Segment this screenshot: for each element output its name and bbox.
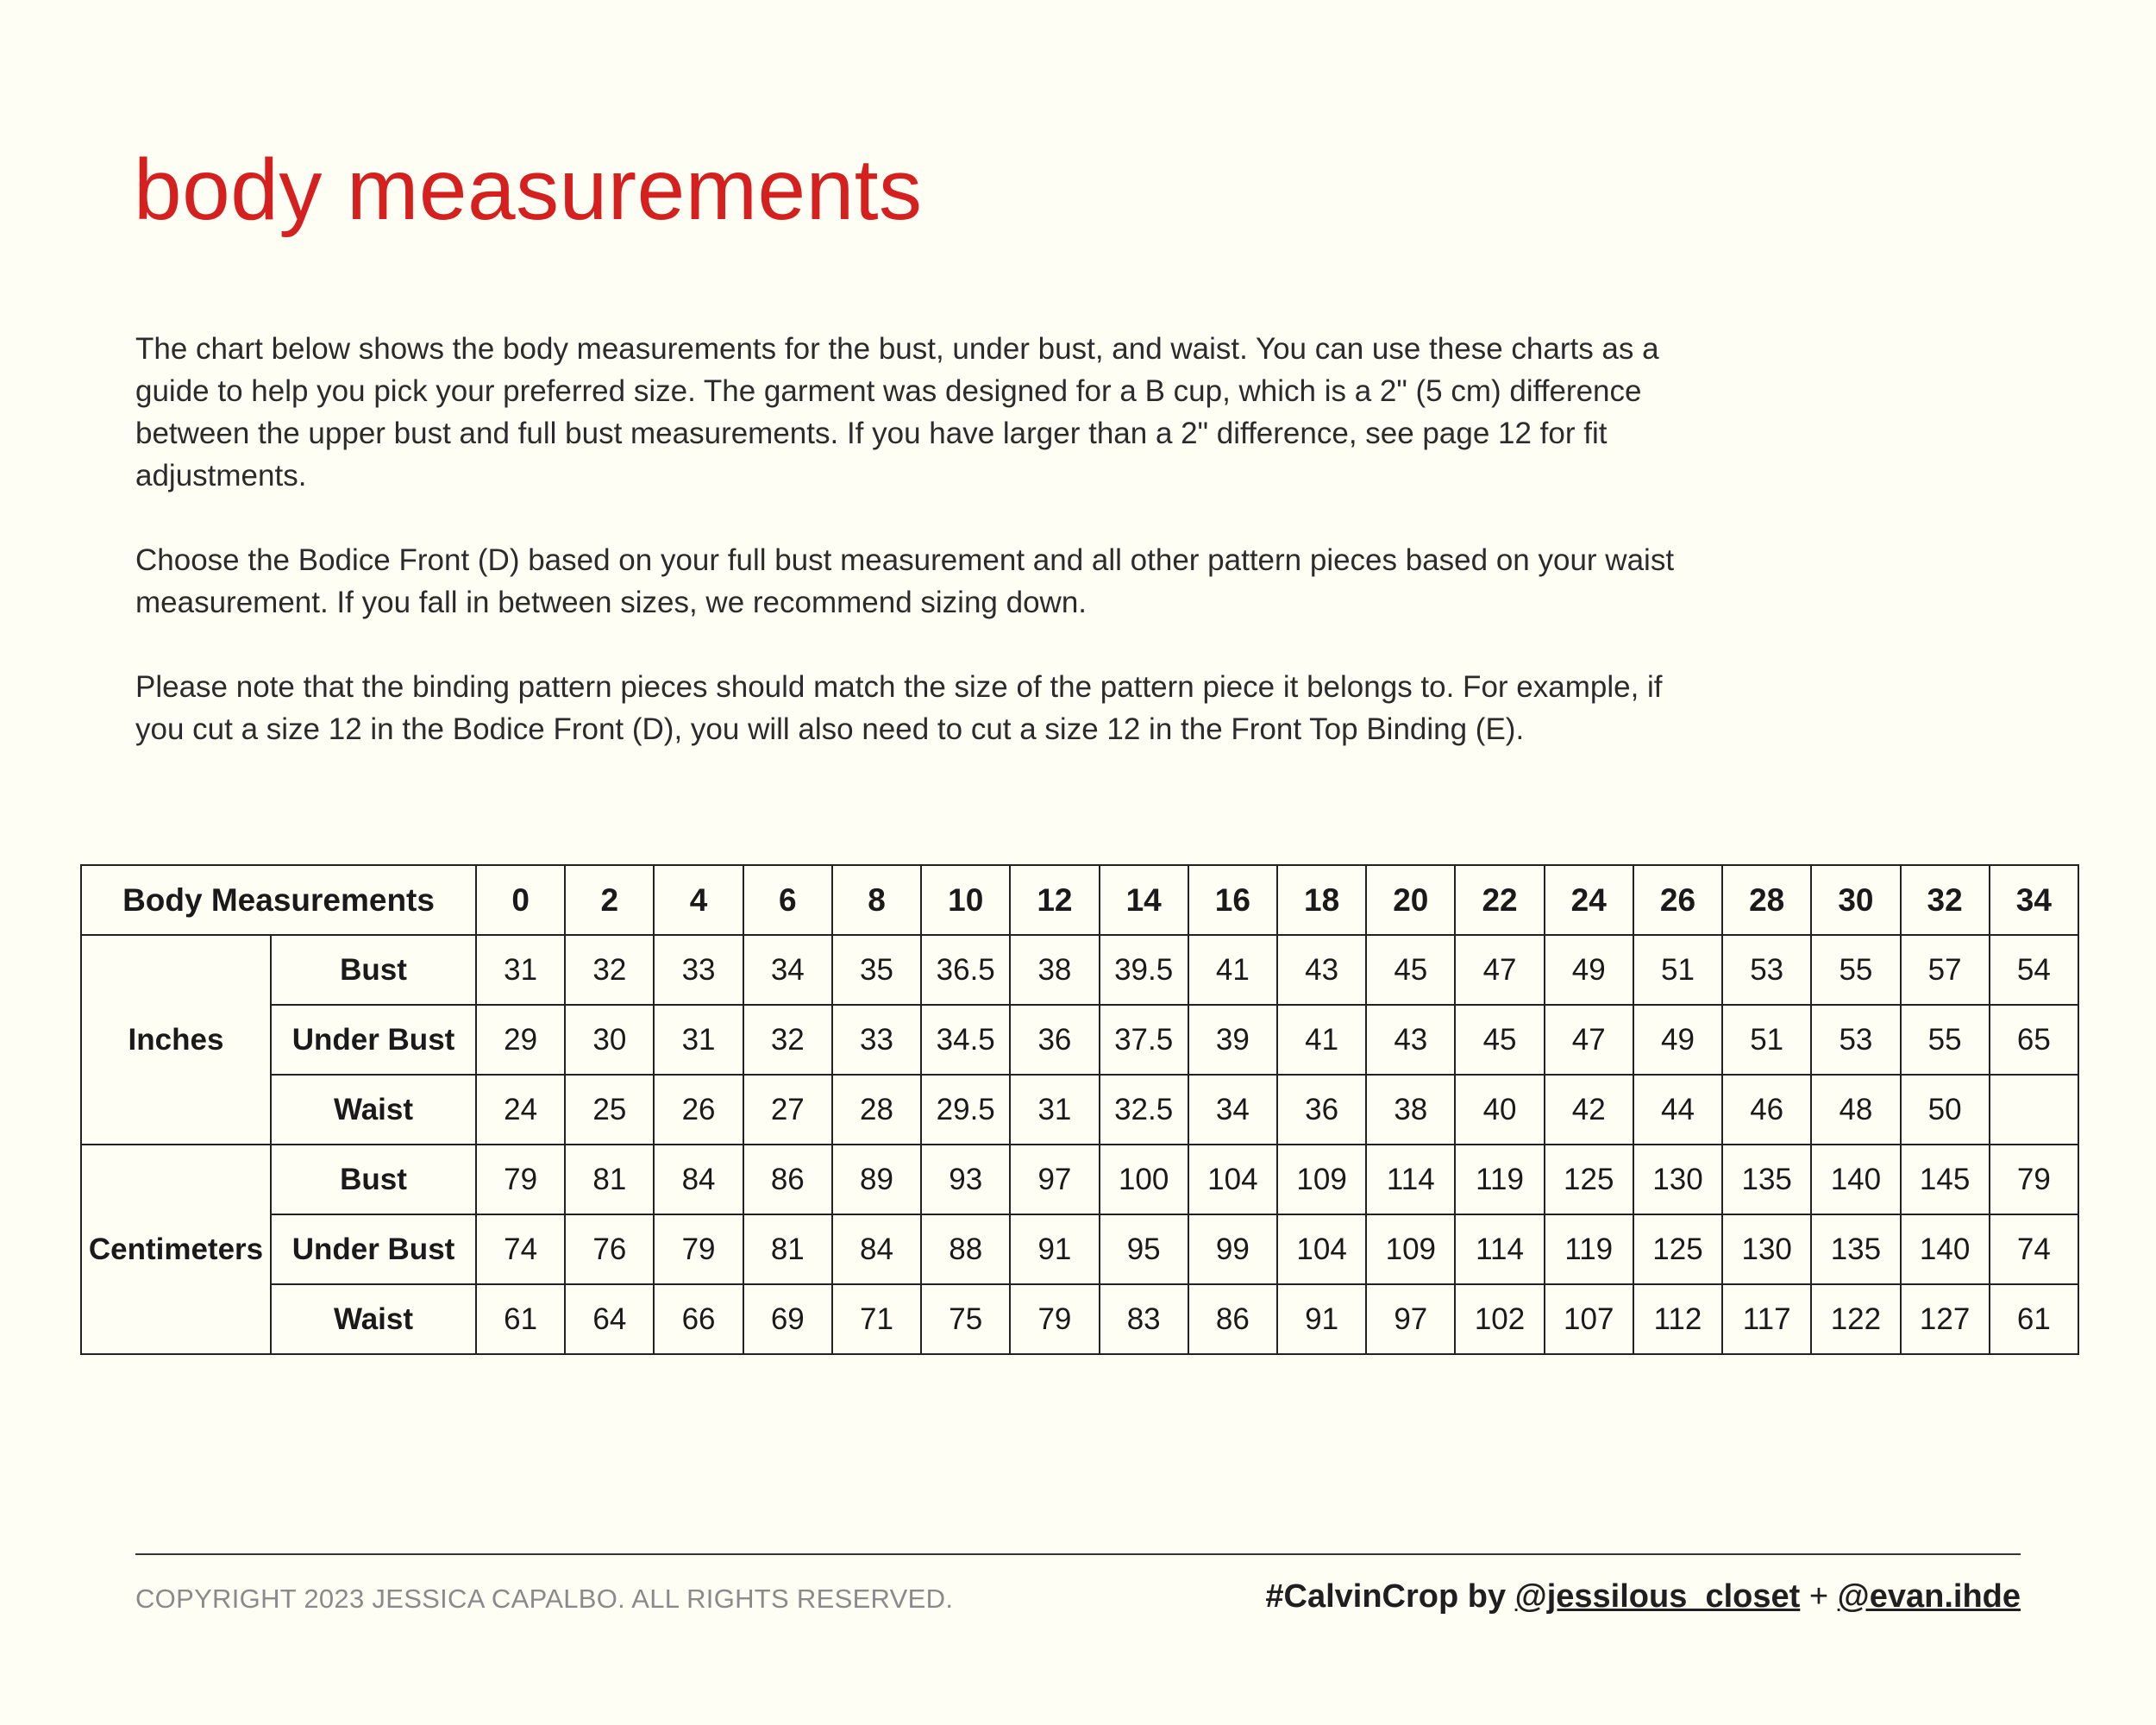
table-cell: 41 [1188, 935, 1277, 1005]
table-cell: 86 [1188, 1284, 1277, 1354]
table-cell: 29.5 [921, 1075, 1010, 1145]
intro-paragraph-1: The chart below shows the body measurements for the bust, under bust, and waist. You can use these charts as a guide to help you pick your preferred size. The garment was designed for a B cup, which is a 2" (5 cm) difference between the upper bust and full bust measurements. If you have larger than a 2" difference, see page 12 for fit adjustments. [135, 332, 1659, 492]
table-cell: 34 [1188, 1075, 1277, 1145]
table-cell: 49 [1633, 1005, 1722, 1075]
table-cell: 41 [1277, 1005, 1366, 1075]
table-cell: 88 [921, 1214, 1010, 1284]
size-header-14: 14 [1100, 865, 1188, 935]
table-cell: 47 [1455, 935, 1544, 1005]
table-row [81, 1284, 2078, 1354]
table-row [81, 935, 2078, 1005]
table-cell: 43 [1277, 935, 1366, 1005]
credit-prefix: #CalvinCrop by [1265, 1578, 1507, 1615]
table-row [81, 1145, 2078, 1214]
handle-link-jessilous-closet[interactable]: @jessilous_closet [1514, 1578, 1801, 1615]
table-cell: 97 [1010, 1145, 1099, 1214]
table-cell: 39 [1188, 1005, 1277, 1075]
size-header-26: 26 [1633, 865, 1722, 935]
table-cell: 75 [921, 1284, 1010, 1354]
table-cell: 102 [1455, 1284, 1544, 1354]
table-cell: 42 [1545, 1075, 1633, 1145]
table-cell: 140 [1901, 1214, 1990, 1284]
size-header-12: 12 [1010, 865, 1099, 935]
table-cell: 33 [832, 1005, 921, 1075]
table-cell: 37.5 [1100, 1005, 1188, 1075]
body-measurements-table [80, 864, 2079, 1355]
table-cell: 53 [1722, 935, 1811, 1005]
size-header-16: 16 [1188, 865, 1277, 935]
table-row [81, 1214, 2078, 1284]
table-cell: 38 [1366, 1075, 1455, 1145]
table-cell: 55 [1811, 935, 1900, 1005]
table-cell: 107 [1545, 1284, 1633, 1354]
page-title: body measurements [134, 141, 923, 238]
unit-label-inches: Inches [81, 935, 271, 1145]
row-label: Under Bust [271, 1005, 476, 1075]
table-cell: 51 [1722, 1005, 1811, 1075]
table-header-label: Body Measurements [81, 865, 476, 935]
table-cell: 89 [832, 1145, 921, 1214]
table-cell [1990, 1075, 2078, 1145]
table-cell: 130 [1722, 1214, 1811, 1284]
table-cell: 86 [743, 1145, 832, 1214]
size-header-18: 18 [1277, 865, 1366, 935]
table-row [81, 1005, 2078, 1075]
table-cell: 45 [1455, 1005, 1544, 1075]
table-cell: 127 [1901, 1284, 1990, 1354]
table-cell: 32 [743, 1005, 832, 1075]
handle-link-evan-ihde[interactable]: @evan.ihde [1837, 1578, 2021, 1615]
table-cell: 114 [1366, 1145, 1455, 1214]
size-header-2: 2 [565, 865, 654, 935]
size-header-10: 10 [921, 865, 1010, 935]
table-cell: 65 [1990, 1005, 2078, 1075]
table-cell: 79 [1990, 1145, 2078, 1214]
table-cell: 74 [476, 1214, 565, 1284]
size-header-8: 8 [832, 865, 921, 935]
table-cell: 36 [1010, 1005, 1099, 1075]
table-cell: 24 [476, 1075, 565, 1145]
table-cell: 109 [1277, 1145, 1366, 1214]
unit-label-centimeters: Centimeters [81, 1145, 271, 1354]
row-label: Under Bust [271, 1214, 476, 1284]
table-cell: 84 [832, 1214, 921, 1284]
size-header-24: 24 [1545, 865, 1633, 935]
table-row [81, 1075, 2078, 1145]
table-cell: 119 [1455, 1145, 1544, 1214]
size-header-32: 32 [1901, 865, 1990, 935]
table-cell: 31 [654, 1005, 743, 1075]
table-cell: 104 [1188, 1145, 1277, 1214]
table-cell: 34.5 [921, 1005, 1010, 1075]
size-header-4: 4 [654, 865, 743, 935]
table-cell: 135 [1722, 1145, 1811, 1214]
size-header-20: 20 [1366, 865, 1455, 935]
table-cell: 100 [1100, 1145, 1188, 1214]
table-cell: 119 [1545, 1214, 1633, 1284]
table-cell: 84 [654, 1145, 743, 1214]
table-cell: 32.5 [1100, 1075, 1188, 1145]
table-cell: 38 [1010, 935, 1099, 1005]
table-cell: 125 [1633, 1214, 1722, 1284]
table-cell: 91 [1277, 1284, 1366, 1354]
table-cell: 55 [1901, 1005, 1990, 1075]
table-cell: 32 [565, 935, 654, 1005]
table-cell: 109 [1366, 1214, 1455, 1284]
table-cell: 26 [654, 1075, 743, 1145]
table-cell: 79 [654, 1214, 743, 1284]
table-cell: 97 [1366, 1284, 1455, 1354]
table-cell: 140 [1811, 1145, 1900, 1214]
table-cell: 104 [1277, 1214, 1366, 1284]
intro-paragraph-3: Please note that the binding pattern pieces should match the size of the pattern piece it belongs to. For example, if you cut a size 12 in the Bodice Front (D), you will also need to cut a size 12 in the Front Top Binding (E). [135, 670, 1663, 746]
table-cell: 114 [1455, 1214, 1544, 1284]
table-cell: 43 [1366, 1005, 1455, 1075]
table-cell: 64 [565, 1284, 654, 1354]
table-cell: 36.5 [921, 935, 1010, 1005]
table-cell: 29 [476, 1005, 565, 1075]
copyright-text: COPYRIGHT 2023 JESSICA CAPALBO. ALL RIGHTS RESERVED. [135, 1584, 954, 1614]
table-cell: 79 [476, 1145, 565, 1214]
row-label: Waist [271, 1075, 476, 1145]
table-header-row [81, 865, 2078, 935]
table-cell: 81 [743, 1214, 832, 1284]
table-cell: 28 [832, 1075, 921, 1145]
table-cell: 44 [1633, 1075, 1722, 1145]
size-header-0: 0 [476, 865, 565, 935]
table-cell: 122 [1811, 1284, 1900, 1354]
table-cell: 117 [1722, 1284, 1811, 1354]
table-cell: 47 [1545, 1005, 1633, 1075]
table-cell: 34 [743, 935, 832, 1005]
table-cell: 79 [1010, 1284, 1099, 1354]
size-header-28: 28 [1722, 865, 1811, 935]
footer-divider [135, 1553, 2021, 1555]
intro-paragraph-2: Choose the Bodice Front (D) based on your full bust measurement and all other pattern pieces based on your waist measurement. If you fall in between sizes, we recommend sizing down. [135, 543, 1675, 619]
row-label: Bust [271, 1145, 476, 1214]
footer-credit [1265, 1578, 2021, 1615]
table-cell: 45 [1366, 935, 1455, 1005]
size-header-30: 30 [1811, 865, 1900, 935]
table-cell: 33 [654, 935, 743, 1005]
table-cell: 36 [1277, 1075, 1366, 1145]
table-cell: 69 [743, 1284, 832, 1354]
table-cell: 71 [832, 1284, 921, 1354]
table-cell: 61 [476, 1284, 565, 1354]
table-cell: 145 [1901, 1145, 1990, 1214]
table-cell: 31 [476, 935, 565, 1005]
table-cell: 91 [1010, 1214, 1099, 1284]
table-cell: 93 [921, 1145, 1010, 1214]
intro-text [135, 328, 1688, 793]
table-cell: 30 [565, 1005, 654, 1075]
table-cell: 50 [1901, 1075, 1990, 1145]
table-cell: 46 [1722, 1075, 1811, 1145]
table-cell: 49 [1545, 935, 1633, 1005]
table-cell: 74 [1990, 1214, 2078, 1284]
table-cell: 54 [1990, 935, 2078, 1005]
table-cell: 51 [1633, 935, 1722, 1005]
credit-plus: + [1808, 1578, 1829, 1615]
row-label: Waist [271, 1284, 476, 1354]
table-cell: 35 [832, 935, 921, 1005]
size-header-6: 6 [743, 865, 832, 935]
size-header-22: 22 [1455, 865, 1544, 935]
table-cell: 61 [1990, 1284, 2078, 1354]
table-cell: 99 [1188, 1214, 1277, 1284]
table-cell: 112 [1633, 1284, 1722, 1354]
table-cell: 53 [1811, 1005, 1900, 1075]
table-cell: 40 [1455, 1075, 1544, 1145]
table-cell: 135 [1811, 1214, 1900, 1284]
table-cell: 95 [1100, 1214, 1188, 1284]
table-cell: 48 [1811, 1075, 1900, 1145]
table-cell: 125 [1545, 1145, 1633, 1214]
table-cell: 27 [743, 1075, 832, 1145]
table-cell: 31 [1010, 1075, 1099, 1145]
table-cell: 66 [654, 1284, 743, 1354]
table-cell: 39.5 [1100, 935, 1188, 1005]
size-header-34: 34 [1990, 865, 2078, 935]
table-cell: 25 [565, 1075, 654, 1145]
table-cell: 83 [1100, 1284, 1188, 1354]
table-cell: 76 [565, 1214, 654, 1284]
row-label: Bust [271, 935, 476, 1005]
table-cell: 81 [565, 1145, 654, 1214]
table-cell: 57 [1901, 935, 1990, 1005]
table-cell: 130 [1633, 1145, 1722, 1214]
